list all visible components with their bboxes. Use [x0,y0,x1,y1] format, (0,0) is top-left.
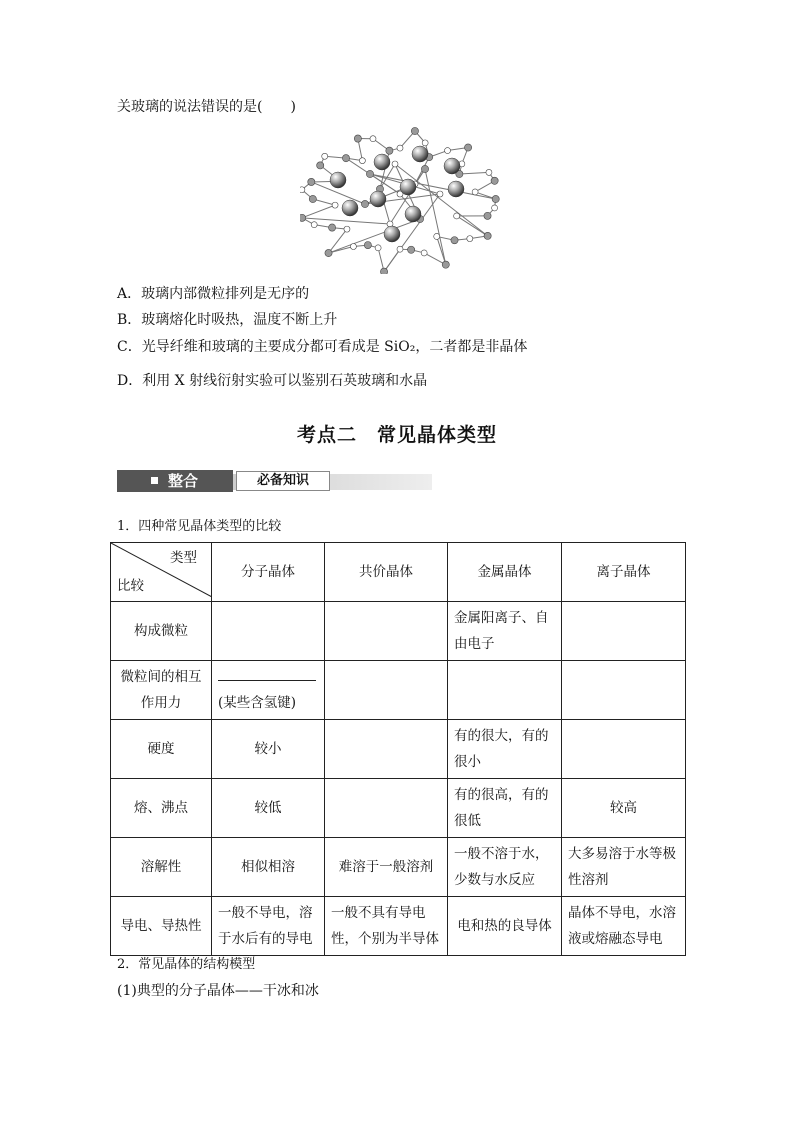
subsection-3: (1)典型的分子晶体——干冰和冰 [117,983,319,999]
row-label: 溶解性 [111,838,212,897]
metal-ion [370,191,386,207]
option-d: D．利用 X 射线衍射实验可以鉴别石英玻璃和水晶 [117,373,428,389]
silicon-atom [309,195,316,202]
silicon-atom [308,178,315,185]
silicon-atom [451,237,458,244]
banner-dark [117,470,233,492]
table-cell: 较高 [562,779,686,838]
table-cell [562,661,686,720]
silicon-atom [317,162,324,169]
table-header-row [111,543,686,602]
table-row [111,897,686,956]
option-c: C．光导纤维和玻璃的主要成分都可看成是 SiO₂，二者都是非晶体 [117,339,528,355]
metal-ion [330,172,346,188]
table-cell [448,661,562,720]
table-cell [212,661,325,720]
header-molecular: 分子晶体 [212,543,325,602]
table-cell [562,602,686,661]
table-row [111,779,686,838]
table-cell [325,602,448,661]
oxygen-atom [350,244,356,250]
corner-bottom-label: 比较 [117,578,144,594]
silicon-atom [329,224,336,231]
metal-ion [405,206,421,222]
metal-ion [342,200,358,216]
table-cell: 晶体不导电，水溶液或熔融态导电 [562,897,686,956]
oxygen-atom [375,245,381,251]
glass-structure-figure [300,124,500,278]
metal-ion [374,154,390,170]
oxygen-atom [454,213,460,219]
oxygen-atom [434,233,440,239]
oxygen-atom [311,222,317,228]
oxygen-atom [445,148,451,154]
silicon-atom [361,200,368,207]
oxygen-atom [300,187,305,193]
table-cell [325,779,448,838]
fill-blank [218,666,316,681]
silicon-atom [366,170,373,177]
oxygen-atom [437,191,443,197]
table-cell: 相似相溶 [212,838,325,897]
subsection-1: 1．四种常见晶体类型的比较 [117,519,282,534]
silicon-atom [342,155,349,162]
header-covalent: 共价晶体 [325,543,448,602]
oxygen-atom [472,189,478,195]
oxygen-atom [359,158,365,164]
section-banner [117,470,432,494]
metal-ion [384,226,400,242]
table-row [111,838,686,897]
network-atoms [300,127,499,274]
oxygen-atom [322,153,328,159]
silicon-atom [442,261,449,268]
silicon-atom [364,242,371,249]
table-corner-cell [111,543,212,602]
square-icon [151,477,158,484]
table-cell: 较低 [212,779,325,838]
silicon-atom [300,214,306,221]
silicon-atom [408,246,415,253]
oxygen-atom [492,205,498,211]
table-cell: 一般不具有导电性，个别为半导体 [325,897,448,956]
table-cell [325,720,448,779]
banner-left-label: 整合 [168,472,199,490]
table-cell: 一般不导电，溶于水后有的导电 [212,897,325,956]
metal-ion [400,179,416,195]
option-b: B．玻璃熔化时吸热，温度不断上升 [117,312,338,328]
header-metallic: 金属晶体 [448,543,562,602]
oxygen-atom [392,161,398,167]
silicon-atom [484,232,491,239]
oxygen-atom [332,202,338,208]
option-a: A．玻璃内部微粒排列是无序的 [117,286,310,302]
row-label: 微粒间的相互作用力 [111,661,212,720]
table-cell: 有的很大，有的很小 [448,720,562,779]
table-cell: 有的很高，有的很低 [448,779,562,838]
table-cell: 金属阳离子、自由电子 [448,602,562,661]
silicon-atom [386,147,393,154]
subsection-2: 2．常见晶体的结构模型 [117,957,256,972]
oxygen-atom [422,140,428,146]
table-cell [212,602,325,661]
table-cell: 较小 [212,720,325,779]
oxygen-atom [467,236,473,242]
silicon-atom [354,135,361,142]
table-cell: 一般不溶于水，少数与水反应 [448,838,562,897]
table-cell: 大多易溶于水等极性溶剂 [562,838,686,897]
oxygen-atom [486,169,492,175]
row-label: 导电、导热性 [111,897,212,956]
comparison-table [110,542,686,956]
table-row [111,661,686,720]
corner-top-label: 类型 [170,550,197,566]
row-label: 构成微粒 [111,602,212,661]
silicon-atom [411,127,418,134]
question-stem: 关玻璃的说法错误的是( ) [117,99,296,115]
table-cell: 难溶于一般溶剂 [325,838,448,897]
silicon-atom [491,177,498,184]
oxygen-atom [344,226,350,232]
metal-ion [412,146,428,162]
metal-ion [448,181,464,197]
banner-right-label: 必备知识 [236,471,330,491]
table-cell [325,661,448,720]
hydrogen-bond-note: (某些含氢键) [218,695,297,711]
table-cell [562,720,686,779]
row-label: 硬度 [111,720,212,779]
section-title: 考点二 常见晶体类型 [296,424,497,446]
oxygen-atom [397,145,403,151]
header-ionic: 离子晶体 [562,543,686,602]
table-cell: 电和热的良导体 [448,897,562,956]
silicon-atom [492,195,499,202]
silicon-atom [421,165,428,172]
silicon-atom [325,249,332,256]
table-row [111,720,686,779]
row-label: 熔、沸点 [111,779,212,838]
silicon-atom [464,144,471,151]
silicon-atom [380,268,387,274]
silicon-atom [484,212,491,219]
metal-ion [444,158,460,174]
oxygen-atom [397,246,403,252]
oxygen-atom [421,250,427,256]
oxygen-atom [370,136,376,142]
table-row [111,602,686,661]
